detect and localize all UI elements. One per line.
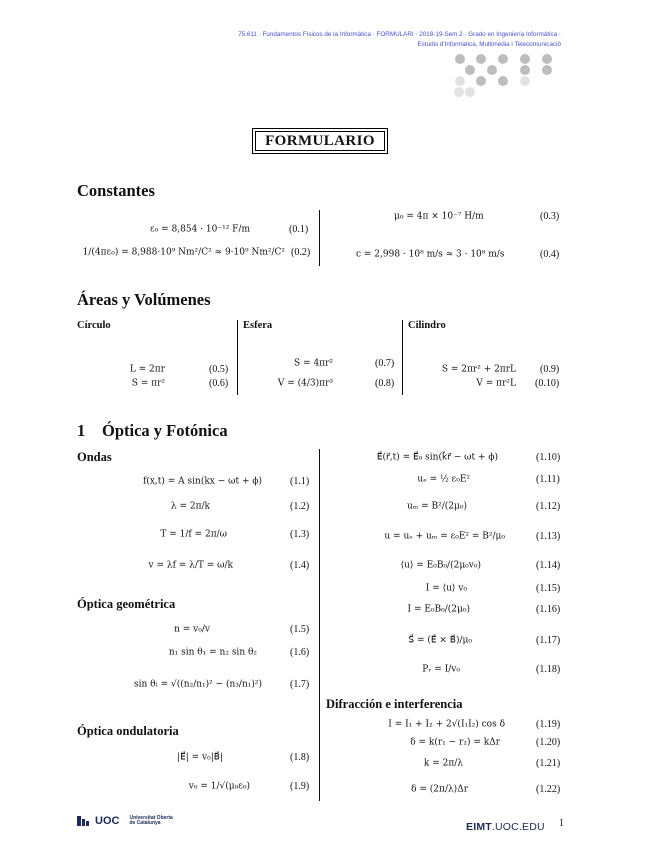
eq-0-9: S = 2πr² + 2πrL <box>441 364 516 375</box>
eq-tag-1-8: (1.8) <box>290 752 310 763</box>
eq-tag-0-9: (0.9) <box>540 364 560 375</box>
page-title: FORMULARIO <box>255 131 385 151</box>
eq-tag-0-8: (0.8) <box>375 378 395 389</box>
eq-0-3: μ₀ = 4π × 10⁻⁷ H/m <box>394 211 484 222</box>
eq-0-8: V = (4/3)πr³ <box>277 378 333 389</box>
footer-eimt-logo <box>466 815 545 834</box>
eq-tag-1-19: (1.19) <box>536 719 561 730</box>
page-number: 1 <box>559 818 564 829</box>
eimt-logo-bold: EIMT <box>466 821 492 833</box>
eq-tag-1-3: (1.3) <box>290 529 310 540</box>
eq-0-6: S = πr² <box>131 378 165 389</box>
eq-0-5: L = 2πr <box>129 364 165 375</box>
eq-tag-1-18: (1.18) <box>536 664 561 675</box>
header-line-2: Estudis d'Informàtica, Multimèdia i Telecomunicació <box>417 41 561 48</box>
column-rule-areas-2 <box>402 320 403 395</box>
eq-1-8: |E⃗| = v₀|B⃗| <box>177 752 223 763</box>
eq-tag-1-21: (1.21) <box>536 758 561 769</box>
section-constantes-heading: Constantes <box>77 181 155 200</box>
eq-1-1: f(x,t) = A sin(kx − ωt + ϕ) <box>143 476 262 487</box>
eq-tag-1-10: (1.10) <box>536 452 561 463</box>
uoc-logo-sub-1: Universitat Oberta <box>129 814 173 821</box>
eq-1-20: δ = k(r₁ − r₂) = kΔr <box>410 737 500 748</box>
eq-1-21: k = 2π/λ <box>423 758 463 769</box>
uoc-mark-icon <box>77 816 89 826</box>
eq-1-13: u = uₑ + uₘ = ε₀E² = B²/μ₀ <box>384 531 505 542</box>
esfera-label: Esfera <box>243 320 273 331</box>
eq-tag-0-7: (0.7) <box>375 358 395 369</box>
eq-tag-1-20: (1.20) <box>536 737 561 748</box>
eq-0-10: V = πr²L <box>476 378 516 389</box>
eq-1-9: v₀ = 1/√(μ₀ε₀) <box>188 781 250 792</box>
eq-tag-1-4: (1.4) <box>290 560 310 571</box>
eq-tag-1-15: (1.15) <box>536 583 561 594</box>
eq-1-14: ⟨u⟩ = E₀B₀/(2μ₀v₀) <box>400 560 481 571</box>
eq-tag-1-2: (1.2) <box>290 501 310 512</box>
eq-1-19: I = I₁ + I₂ + 2√(I₁I₂) cos δ <box>388 719 505 730</box>
eq-tag-0-2: (0.2) <box>291 247 311 258</box>
header-dot-logo <box>452 52 564 100</box>
column-rule-constantes <box>319 210 320 266</box>
eimt-logo-rest: .UOC.EDU <box>491 821 545 833</box>
eq-tag-1-14: (1.14) <box>536 560 561 571</box>
uoc-logo-text: UOC <box>95 815 120 827</box>
eq-tag-1-11: (1.11) <box>536 474 560 485</box>
eq-tag-0-5: (0.5) <box>209 364 229 375</box>
eq-1-16: I = E₀B₀/(2μ₀) <box>407 604 470 615</box>
difraccion-label: Difracción e interferencia <box>326 697 463 711</box>
eq-tag-0-4: (0.4) <box>540 249 560 260</box>
uoc-logo-sub-2: de Catalunya <box>129 820 161 826</box>
eq-tag-1-22: (1.22) <box>536 784 561 795</box>
eq-tag-1-5: (1.5) <box>290 624 310 635</box>
eq-1-17: S⃗ = (E⃗ × B⃗)/μ₀ <box>408 635 472 646</box>
section-1-number: 1 <box>77 421 86 440</box>
column-rule-areas-1 <box>237 320 238 395</box>
eq-1-3: T = 1/f = 2π/ω <box>160 529 227 540</box>
optica-geometrica-label: Óptica geométrica <box>77 597 176 611</box>
eq-1-11: uₑ = ½ ε₀E² <box>417 474 470 485</box>
eq-tag-1-17: (1.17) <box>536 635 561 646</box>
eq-tag-1-9: (1.9) <box>290 781 310 792</box>
eq-1-6: n₁ sin θ₁ = n₂ sin θ₂ <box>168 647 257 658</box>
eq-1-18: Pᵣ = I/v₀ <box>422 664 460 675</box>
eq-tag-0-6: (0.6) <box>209 378 229 389</box>
section-areas-heading: Áreas y Volúmenes <box>77 290 211 309</box>
eq-1-15: I = ⟨u⟩ v₀ <box>425 583 467 594</box>
header-line-1: 75.611 · Fundamentos Físicos de la Informática · FORMULARI · 2018-19-Sem.2 · Grado en Ingeniería Informática · <box>238 31 561 38</box>
section-1-heading: Óptica y Fotónica <box>102 421 228 440</box>
eq-tag-0-3: (0.3) <box>540 211 560 222</box>
eq-0-2: 1/(4πε₀) = 8,988·10⁹ Nm²/C² ≈ 9·10⁹ Nm²/C² <box>82 247 285 258</box>
column-rule-optica <box>319 449 320 801</box>
eq-tag-1-1: (1.1) <box>290 476 310 487</box>
eq-tag-1-12: (1.12) <box>536 501 561 512</box>
eq-tag-1-13: (1.13) <box>536 531 561 542</box>
circulo-label: Círculo <box>77 320 111 331</box>
eq-1-2: λ = 2π/k <box>170 501 210 512</box>
optica-ondulatoria-label: Óptica ondulatoria <box>77 724 179 738</box>
cilindro-label: Cilindro <box>408 320 446 331</box>
eq-tag-0-10: (0.10) <box>535 378 560 389</box>
ondas-label: Ondas <box>77 450 112 464</box>
eq-tag-1-6: (1.6) <box>290 647 310 658</box>
eq-1-12: uₘ = B²/(2μ₀) <box>406 501 467 512</box>
eq-tag-1-16: (1.16) <box>536 604 561 615</box>
eq-1-5: n = v₀/v <box>174 624 210 635</box>
eq-tag-1-7: (1.7) <box>290 679 310 690</box>
eq-1-4: v = λf = λ/T = ω/k <box>148 560 233 571</box>
eq-0-7: S = 4πr² <box>294 358 333 369</box>
eq-tag-0-1: (0.1) <box>289 224 309 235</box>
eq-0-1: ε₀ = 8,854 · 10⁻¹² F/m <box>150 224 250 235</box>
footer-uoc-logo <box>77 815 173 827</box>
eq-0-4: c = 2,998 · 10⁸ m/s ≈ 3 · 10⁸ m/s <box>356 249 505 260</box>
eq-1-7: sin θₗ = √((n₂/n₁)² − (n₃/n₁)²) <box>134 679 262 690</box>
eq-1-22: δ = (2π/λ)Δr <box>411 784 468 795</box>
eq-1-10: E⃗(r⃗,t) = E⃗₀ sin(k⃗r⃗ − ωt + ϕ) <box>376 452 498 463</box>
